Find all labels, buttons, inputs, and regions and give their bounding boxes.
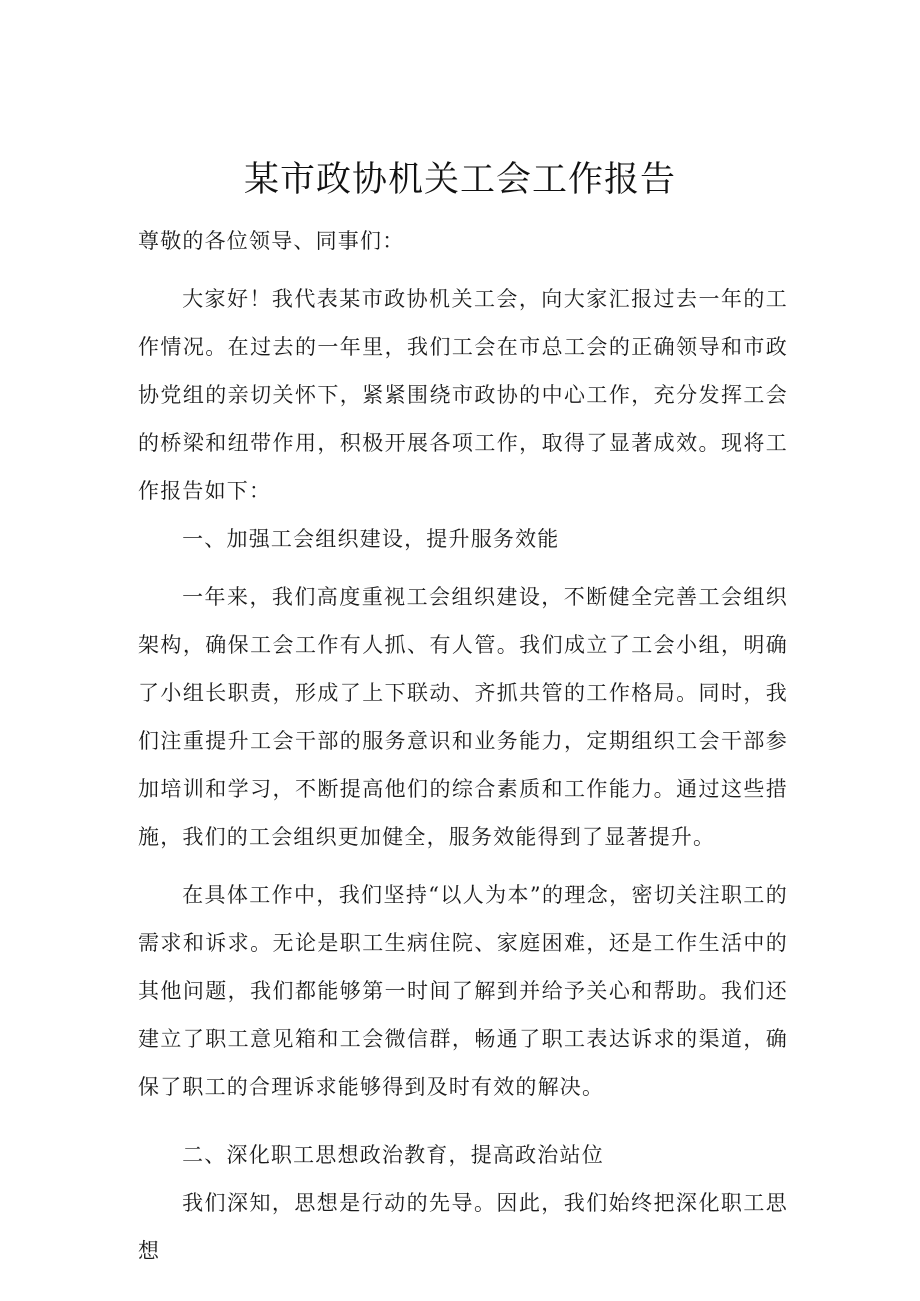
section-heading-1: 一、加强工会组织建设，提升服务效能	[182, 527, 560, 551]
section-1-paragraph-1: 一年来，我们高度重视工会组织建设，不断健全完善工会组织架构，确保工会工作有人抓、有人管。我们成立了工会小组，明确了小组长职责，形成了上下联动、齐抓共管的工作格局。同时，我们注重提升工会干部的服务意识和业务能力，定期组织工会干部参加培训和学习，不断提高他们的综合素质和工作能力。通过这些措施，我们的工会组织更加健全，服务效能得到了显著提升。	[138, 585, 788, 849]
section-2-paragraph-1: 我们深知，思想是行动的先导。因此，我们始终把深化职工思想	[138, 1191, 788, 1263]
document-title: 某市政协机关工会工作报告	[243, 160, 676, 200]
intro-paragraph: 大家好！我代表某市政协机关工会，向大家汇报过去一年的工作情况。在过去的一年里，我们工会在市总工会的正确领导和市政协党组的亲切关怀下，紧紧围绕市政协的中心工作，充分发挥工会的桥梁和纽带作用，积极开展各项工作，取得了显著成效。现将工作报告如下：	[138, 287, 788, 503]
section-1-paragraph-2: 在具体工作中，我们坚持“以人为本”的理念，密切关注职工的需求和诉求。无论是职工生病住院、家庭困难，还是工作生活中的其他问题，我们都能够第一时间了解到并给予关心和帮助。我们还建立了职工意见箱和工会微信群，畅通了职工表达诉求的渠道，确保了职工的合理诉求能够得到及时有效的解决。	[138, 883, 788, 1099]
salutation: 尊敬的各位领导、同事们：	[138, 229, 405, 253]
section-heading-2: 二、深化职工思想政治教育，提高政治站位	[182, 1143, 604, 1167]
document-body	[138, 217, 788, 1275]
